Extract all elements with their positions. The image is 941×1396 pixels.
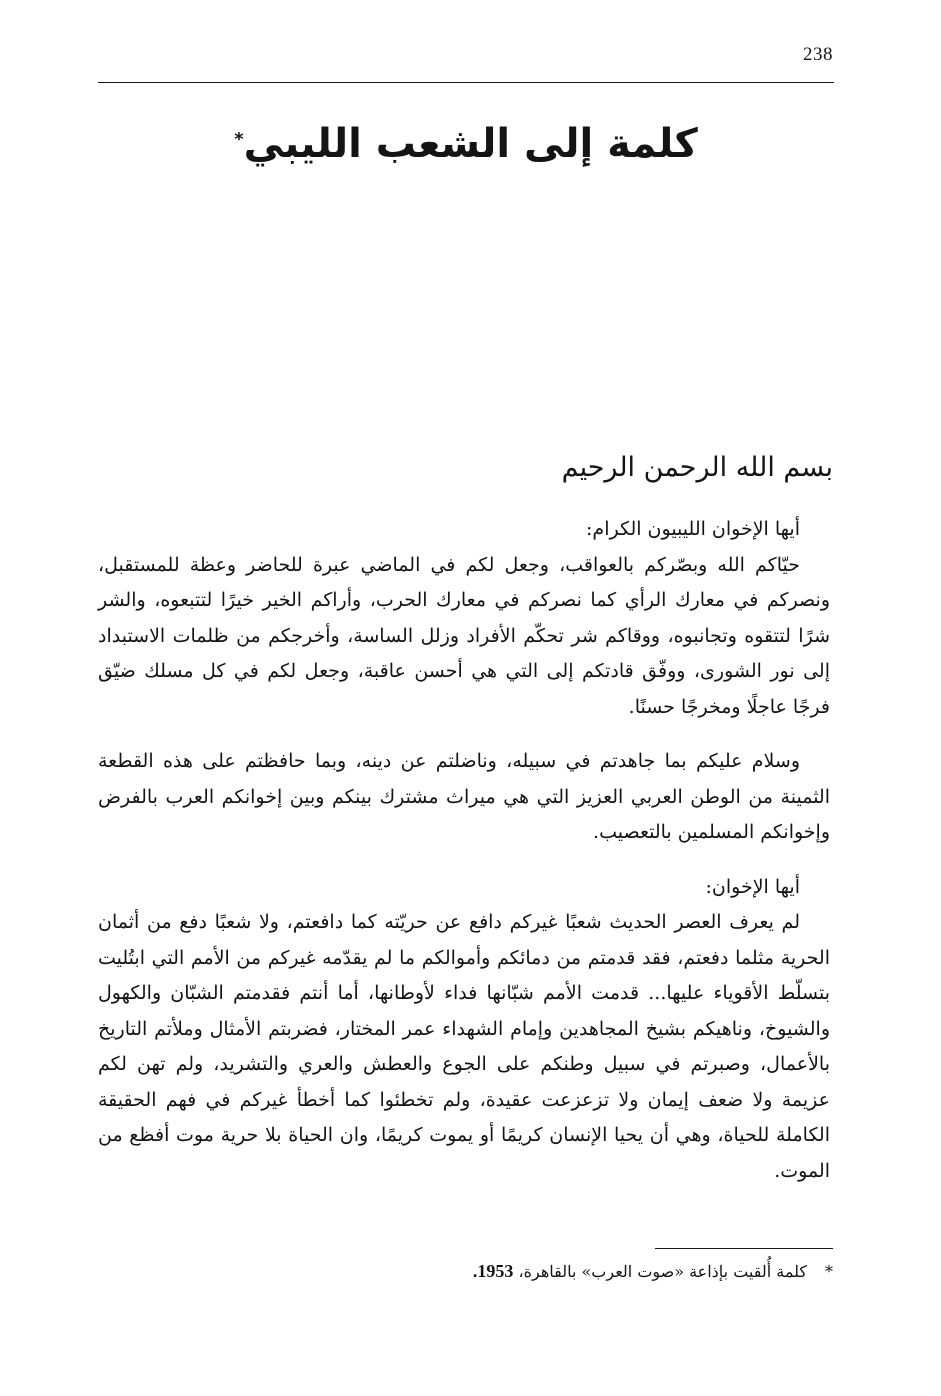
paragraph-history: لم يعرف العصر الحديث شعبًا غيركم دافع عن حريّته كما دافعتم، ولا شعبًا دفع من أثمان الحرية مثلما دفعتم، فقد قدمتم من دمائكم وأموالكم ما لم يقدّمه غيركم من الأمم التي ابتُليت بتسلّط الأقوياء عليها... قدمت الأمم شبّانها فداء لأوطانها، أما أنتم فقدمتم الشبّان والكهول والشيوخ، وناهيكم بشيخ المجاهدين وإمام الشهداء عمر المختار، فضربتم الأمثال وملأتم التاريخ بالأعمال، وصبرتم في سبيل وطنكم على الجوع والعطش والعري والتشريد، ولم تهن لكم عزيمة ولا ضعف إيمان ولا تزعزعت عقيدة، ولم تخطئوا كما أخطأ غيركم في فهم الحقيقة الكاملة للحياة، وهي أن يحيا الإنسان كريمًا أو يموت كريمًا، وان الحياة بلا حرية موت أفظع من الموت. xyxy=(98,911,830,1182)
footnote-marker: * xyxy=(825,1262,833,1281)
paragraph-gap xyxy=(98,725,830,744)
salutation-libyan-brothers: أيها الإخوان الليبيون الكرام: xyxy=(586,518,800,540)
title-footnote-marker: * xyxy=(234,129,244,150)
header-rule xyxy=(98,82,834,83)
footnote-text: كلمة أُلقيت بإذاعة «صوت العرب» بالقاهرة، xyxy=(518,1262,807,1281)
footnote-rule xyxy=(655,1248,833,1249)
paragraph-greeting: حيّاكم الله وبصّركم بالعواقب، وجعل لكم في الماضي عبرة للحاضر وعظة للمستقبل، ونصركم في معارك الرأي كما نصركم في معارك الحرب، وأراكم الخير خيرًا لتتبعوه، والشر شرًا لتتقوه وتجانبوه، ووقاكم شر تحكّم الأفراد وزلل الساسة، وأخرجكم من ظلمات الاستبداد إلى نور الشورى، ووفّق قادتكم إلى التي هي أحسن عاقبة، وجعل لكم في كل مسلك ضيّق فرجًا عاجلًا ومخرجًا حسنًا. xyxy=(98,553,830,718)
basmala: بسم الله الرحمن الرحيم xyxy=(561,452,833,483)
salutation-brothers: أيها الإخوان: xyxy=(705,875,800,898)
article-body xyxy=(98,512,830,1189)
paragraph-salute: وسلام عليكم بما جاهدتم في سبيله، وناضلتم عن دينه، وبما حافظتم على هذه القطعة الثمينة من الوطن العربي العزيز التي هي ميراث مشترك بينكم وبين إخوانكم العرب بالفرض وإخوانكم المسلمين بالتعصيب. xyxy=(98,750,830,843)
footnote xyxy=(133,1258,833,1285)
page-title-text: كلمة إلى الشعب الليبي xyxy=(243,121,698,167)
page-number: 238 xyxy=(803,44,833,65)
paragraph-gap xyxy=(98,851,830,870)
page-title xyxy=(98,116,834,172)
footnote-year: 1953. xyxy=(472,1261,514,1281)
